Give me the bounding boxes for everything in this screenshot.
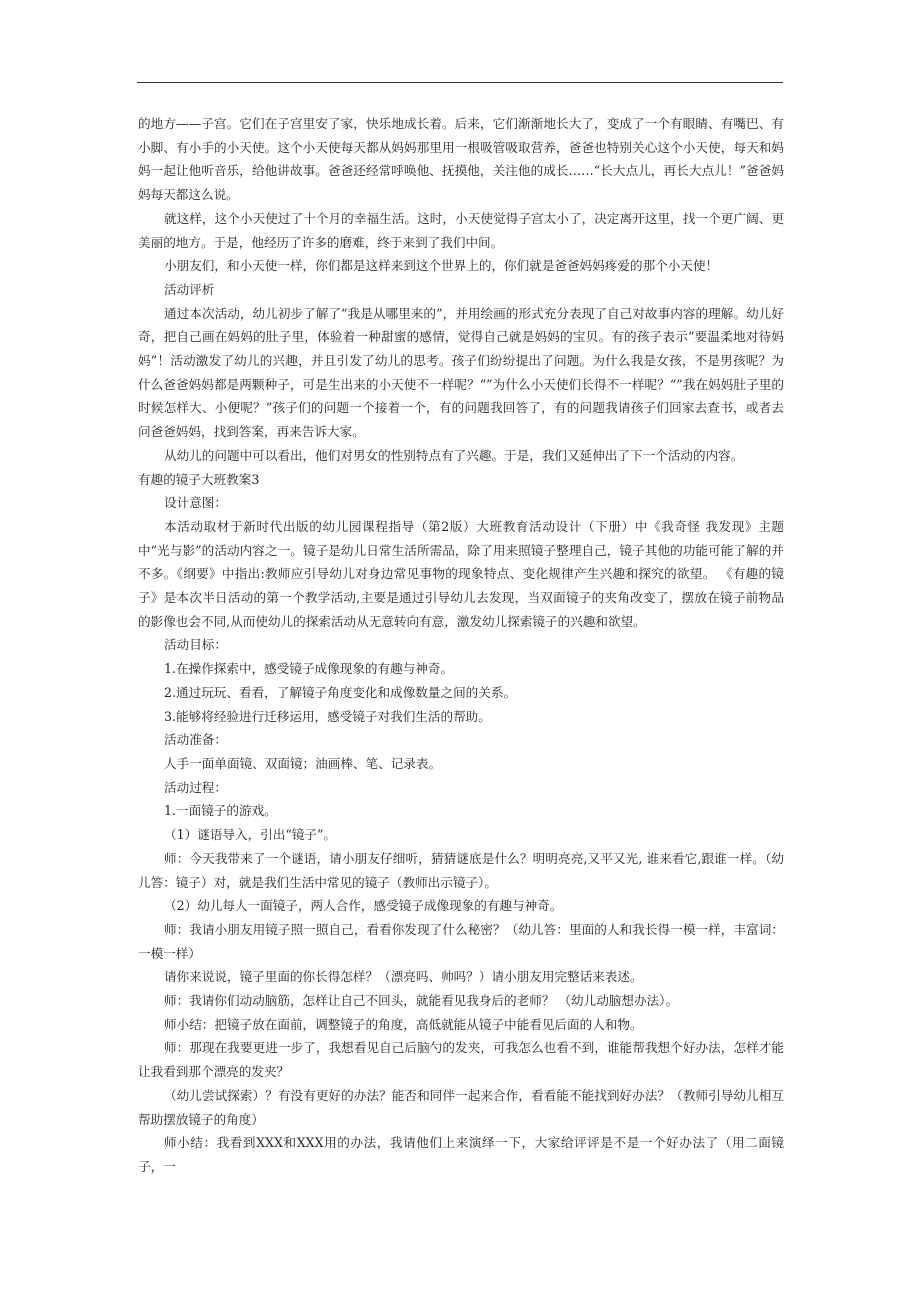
paragraph: 师小结：我看到XXX和XXX用的办法，我请他们上来演绎一下，大家给评评是不是一个好办法了（用二面镜子，一 — [138, 1135, 784, 1174]
paragraph: 请你来说说，镜子里面的你长得怎样？（漂亮吗、帅吗？）请小朋友用完整话来表述。 — [164, 969, 643, 985]
paragraph: 师：今天我带来了一个谜语，请小朋友仔细听，猜猜谜底是什么？明明亮亮,又平又光, 谁来看它,跟谁一样。（幼儿答：镜子）对，就是我们生活中常见的镜子（教师出示镜子）。 — [138, 850, 784, 890]
document-body — [138, 112, 784, 1179]
paragraph: 师：那现在我要更进一步了，我想看见自己后脑勺的发夹，可我怎么也看不到，谁能帮我想个好办法，怎样才能让我看到那个漂亮的发夹？ — [138, 1040, 784, 1080]
paragraph: 师：我请小朋友用镜子照一照自己，看看你发现了什么秘密？（幼儿答：里面的人和我长得一模一样，丰富词：一模一样） — [138, 921, 784, 961]
paragraph: （2）幼儿每人一面镜子，两人合作，感受镜子成像现象的有趣与神奇。 — [164, 898, 563, 914]
paragraph: 1.在操作探索中，感受镜子成像现象的有趣与神奇。 — [164, 661, 454, 677]
paragraph: 活动过程： — [164, 779, 227, 795]
paragraph: 有趣的镜子大班教案3 — [138, 471, 260, 487]
paragraph: 师：我请你们动动脑筋，怎样让自己不回头，就能看见我身后的老师？ （幼儿动脑想办法）。 — [164, 993, 679, 1009]
paragraph: 活动准备： — [164, 732, 227, 748]
paragraph: 人手一面单面镜、双面镜；油画棒、笔、记录表。 — [164, 755, 442, 771]
paragraph: 就这样，这个小天使过了十个月的幸福生活。这时，小天使觉得子宫太小了，决定离开这里，找一个更广阔、更美丽的地方。于是，他经历了许多的磨难，终于来到了我们中间。 — [138, 210, 784, 250]
paragraph: 活动评析 — [164, 281, 215, 297]
paragraph: 3.能够将经验进行迁移运用，感受镜子对我们生活的帮助。 — [164, 708, 491, 724]
paragraph: 从幼儿的问题中可以看出，他们对男女的性别特点有了兴趣。于是，我们又延伸出了下一个活动的内容。 — [164, 447, 744, 463]
paragraph: 2.通过玩玩、看看，了解镜子角度变化和成像数量之间的关系。 — [164, 684, 517, 700]
paragraph: 设计意图： — [164, 495, 227, 511]
header-rule — [137, 82, 783, 83]
paragraph: （1）谜语导入，引出“镜子”。 — [164, 827, 337, 843]
paragraph: 的地方——子宫。它们在子宫里安了家，快乐地成长着。后来，它们渐渐地长大了，变成了一个有眼睛、有嘴巴、有小脚、有小手的小天使。这个小天使每天都从妈妈那里用一根吸管吸取营养，爸爸也特别关心这个小天使，每天和妈妈一起让他听音乐，给他讲故事。爸爸还经常呼唤他、抚摸他，关注他的成长……“长大点儿，再长大点儿！”爸爸妈妈每天都这么说。 — [138, 116, 784, 203]
paragraph: 通过本次活动，幼儿初步了解了“我是从哪里来的”，并用绘画的形式充分表现了自己对故事内容的理解。幼儿好奇，把自己画在妈妈的肚子里，体验着一种甜蜜的感情，觉得自己就是妈妈的宝贝。有的孩子表示“要温柔地对待妈妈”！活动激发了幼儿的兴趣，并且引发了幼儿的思考。孩子们纷纷提出了问题。为什么我是女孩，不是男孩呢？为什么爸爸妈妈都是两颗种子，可是生出来的小天使不一样呢？“”为什么小天使们长得不一样呢？“”我在妈妈肚子里的时候怎样大、小便呢？”孩子们的问题一个接着一个，有的问题我回答了，有的问题我请孩子们回家去查书，或者去问爸爸妈妈，找到答案，再来告诉大家。 — [138, 305, 784, 440]
paragraph: 小朋友们，和小天使一样，你们都是这样来到这个世界上的，你们就是爸爸妈妈疼爱的那个小天使！ — [164, 258, 719, 274]
paragraph: 本活动取材于新时代出版的幼儿园课程指导（第2版）大班教育活动设计（下册）中《我奇怪 我发现》主题中“光与影”的活动内容之一。镜子是幼儿日常生活所需品，除了用来照镜子整理自己，镜子其他的功能可能了解的并不多。《纲要》中指出:教师应引导幼儿对身边常见事物的现象特点、变化规律产生兴趣和探究的欲望。 《有趣的镜子》是本次半日活动的第一个教学活动,主要是通过引导幼儿去发现，当双面镜子的夹角改变了，摆放在镜子前物品的影像也会不同,从而使幼儿的探索活动从无意转向有意，激发幼儿探索镜子的兴趣和欲望。 — [138, 518, 784, 629]
paragraph: （幼儿尝试探索）？有没有更好的办法？能否和同伴一起来合作，看看能不能找到好办法？（教师引导幼儿相互帮助摆放镜子的角度） — [138, 1087, 784, 1127]
paragraph: 活动目标： — [164, 637, 227, 653]
paragraph: 1.一面镜子的游戏。 — [164, 803, 277, 819]
paragraph: 师小结：把镜子放在面前，调整镜子的角度，高低就能从镜子中能看见后面的人和物。 — [164, 1016, 643, 1032]
